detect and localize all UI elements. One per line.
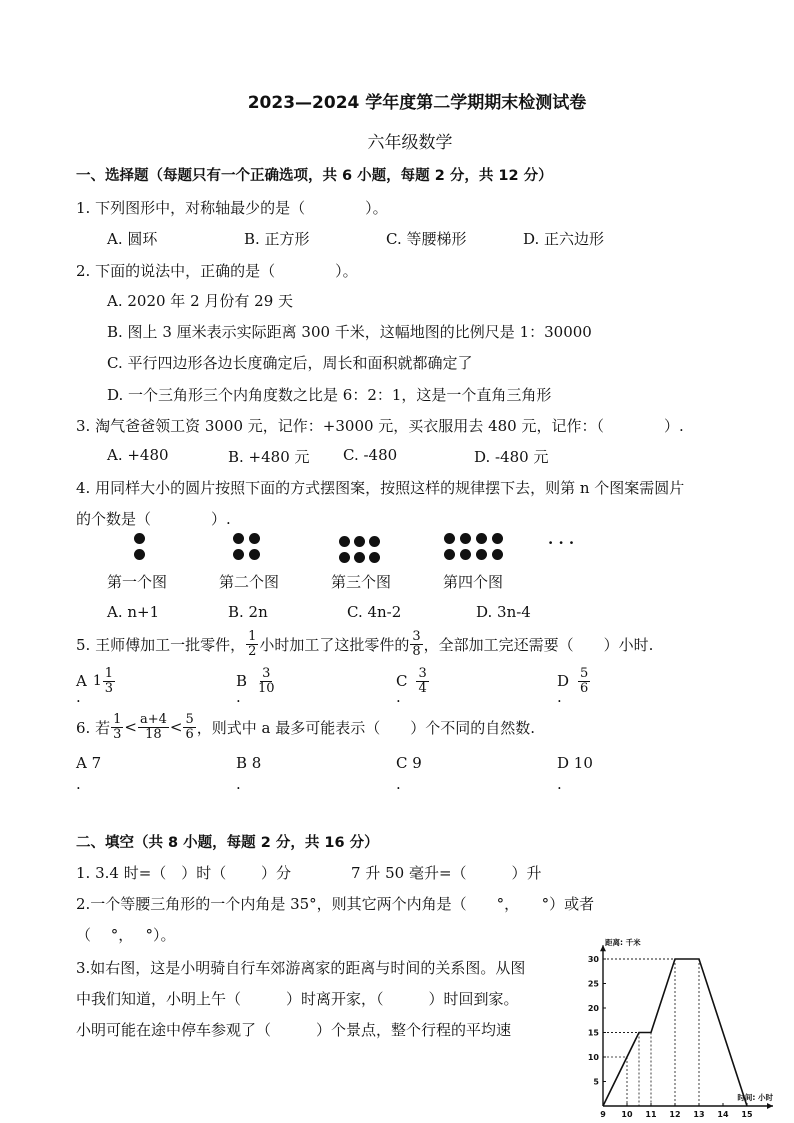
less-than-sign: < bbox=[169, 718, 183, 737]
circle-disc bbox=[249, 549, 260, 560]
q6-text-post: ，则式中 a 最多可能表示（ ）个不同的自然数. bbox=[196, 718, 535, 737]
q6-option-a: A 7 bbox=[76, 754, 102, 772]
ellipsis: · · · bbox=[548, 534, 575, 552]
x-tick-label: 10 bbox=[621, 1110, 633, 1119]
option-dot: . bbox=[236, 688, 241, 706]
question5-stem bbox=[76, 630, 653, 658]
figure-label-4: 第四个图 bbox=[443, 573, 504, 591]
fill-question-1: 1. 3.4 时=（ ）时（ ）分 7 升 50 毫升=（ ）升 bbox=[76, 864, 542, 882]
mixed-whole: 1 bbox=[92, 673, 102, 690]
option-dot: . bbox=[557, 775, 562, 793]
q5-text-post: ，全部加工完还需要（ ）小时. bbox=[423, 635, 654, 654]
option-dot: . bbox=[76, 688, 81, 706]
q3-option-a: A. +480 bbox=[107, 446, 169, 464]
option-dot: . bbox=[396, 688, 401, 706]
q1-option-c: C. 等腰梯形 bbox=[386, 230, 467, 248]
fraction bbox=[138, 713, 169, 741]
fraction bbox=[183, 713, 195, 741]
q6-text-pre: 6. 若 bbox=[76, 718, 111, 737]
circle-disc bbox=[460, 549, 471, 560]
circle-disc bbox=[233, 549, 244, 560]
distance-time-chart bbox=[580, 936, 790, 1120]
page-subtitle: 六年级数学 bbox=[367, 133, 453, 153]
q3-option-d: D. -480 元 bbox=[474, 448, 549, 466]
q6-option-d: D 10 bbox=[557, 754, 593, 772]
option-dot: . bbox=[557, 688, 562, 706]
numerator: 1 bbox=[248, 629, 257, 644]
option-letter: D bbox=[557, 672, 570, 691]
q3-option-c: C. -480 bbox=[343, 446, 398, 464]
fill-question-2-line2: （ °， °）。 bbox=[76, 926, 176, 944]
q4-option-c: C. 4n-2 bbox=[347, 603, 402, 621]
question1-stem: 1. 下列图形中，对称轴最少的是（ ）。 bbox=[76, 199, 388, 217]
x-tick-label: 9 bbox=[600, 1110, 606, 1119]
q5-text-pre: 5. 王师傅加工一批零件， bbox=[76, 635, 246, 654]
y-tick-label: 25 bbox=[587, 979, 599, 989]
x-tick-label: 15 bbox=[741, 1110, 753, 1119]
q6-option-b: B 8 bbox=[236, 754, 262, 772]
fraction bbox=[416, 667, 428, 695]
numerator: a+4 bbox=[139, 712, 167, 727]
q5-option-b bbox=[236, 667, 278, 695]
x-axis-label: 时间: 小时 bbox=[737, 1093, 773, 1102]
question6-stem bbox=[76, 713, 535, 741]
denominator: 10 bbox=[258, 680, 275, 696]
page-title: 2023—2024 学年度第二学期期末检测试卷 bbox=[247, 93, 587, 113]
denominator: 4 bbox=[418, 680, 427, 696]
x-tick-label: 13 bbox=[693, 1110, 705, 1119]
less-than-sign: < bbox=[124, 718, 137, 737]
q5-text-mid: 小时加工了这批零件的 bbox=[259, 635, 410, 654]
fraction bbox=[246, 630, 258, 658]
q4-option-b: B. 2n bbox=[228, 603, 268, 621]
y-tick-label: 10 bbox=[587, 1053, 599, 1062]
fill-question-3-line2: 中我们知道，小明上午（ ）时离开家，（ ）时回到家。 bbox=[76, 990, 519, 1008]
q2-option-c: C. 平行四边形各边长度确定后，周长和面积就都确定了 bbox=[107, 354, 473, 372]
fraction bbox=[578, 667, 590, 695]
denominator: 6 bbox=[185, 726, 194, 742]
q4-option-d: D. 3n-4 bbox=[476, 603, 531, 621]
numerator: 5 bbox=[185, 712, 194, 727]
q1-option-d: D. 正六边形 bbox=[523, 230, 605, 248]
figure-label-3: 第三个图 bbox=[331, 573, 392, 591]
numerator: 3 bbox=[412, 629, 421, 644]
circle-disc bbox=[492, 533, 503, 544]
circle-disc bbox=[444, 549, 455, 560]
q4-option-a: A. n+1 bbox=[107, 603, 160, 621]
q1-option-b: B. 正方形 bbox=[244, 230, 310, 248]
denominator: 2 bbox=[248, 643, 257, 659]
circle-disc bbox=[369, 552, 380, 563]
circle-disc bbox=[369, 536, 380, 547]
option-dot: . bbox=[236, 775, 241, 793]
fill-question-3-line1: 3.如右图，这是小明骑自行车郊游离家的距离与时间的关系图。从图 bbox=[76, 959, 526, 977]
denominator: 6 bbox=[580, 680, 589, 696]
x-tick-label: 14 bbox=[717, 1110, 729, 1119]
q2-option-a: A. 2020 年 2 月份有 29 天 bbox=[107, 292, 294, 310]
denominator: 3 bbox=[104, 680, 114, 696]
q5-option-a bbox=[76, 667, 116, 695]
fraction bbox=[410, 630, 422, 658]
q6-option-c: C 9 bbox=[396, 754, 422, 772]
section2-heading: 二、填空（共 8 小题，每题 2 分，共 16 分） bbox=[76, 835, 379, 851]
circle-disc bbox=[339, 552, 350, 563]
denominator: 18 bbox=[145, 726, 162, 742]
circle-disc bbox=[354, 536, 365, 547]
fraction bbox=[103, 667, 115, 695]
fill-question-2-line1: 2.一个等腰三角形的一个内角是 35°，则其它两个内角是（ °， °）或者 bbox=[76, 895, 595, 913]
x-tick-label: 12 bbox=[669, 1110, 681, 1119]
q2-option-d: D. 一个三角形三个内角度数之比是 6：2：1，这是一个直角三角形 bbox=[107, 386, 552, 404]
figure-label-2: 第二个图 bbox=[219, 573, 280, 591]
numerator: 1 bbox=[104, 666, 114, 681]
circle-disc bbox=[476, 549, 487, 560]
option-letter: A bbox=[76, 672, 87, 691]
y-tick-label: 5 bbox=[593, 1077, 599, 1087]
q3-option-b: B. +480 元 bbox=[228, 448, 310, 466]
numerator: 1 bbox=[113, 712, 122, 727]
circle-disc bbox=[492, 549, 503, 560]
question4-stem-line2: 的个数是（ ）. bbox=[76, 510, 231, 528]
q2-option-b: B. 图上 3 厘米表示实际距离 300 千米，这幅地图的比例尺是 1：30000 bbox=[107, 323, 592, 341]
circle-disc bbox=[460, 533, 471, 544]
y-axis-label: 距离: 千米 bbox=[605, 938, 641, 948]
question3-stem: 3. 淘气爸爸领工资 3000 元，记作：+3000 元，买衣服用去 480 元，记作：（ ）. bbox=[76, 417, 684, 435]
question4-stem-line1: 4. 用同样大小的圆片按照下面的方式摆图案，按照这样的规律摆下去，则第 n 个图案需圆片 bbox=[76, 479, 685, 497]
circle-disc bbox=[249, 533, 260, 544]
q5-option-d bbox=[557, 667, 591, 695]
circle-disc bbox=[134, 549, 145, 560]
q5-option-c bbox=[396, 667, 430, 695]
fraction bbox=[111, 713, 123, 741]
question2-stem: 2. 下面的说法中，正确的是（ ）。 bbox=[76, 262, 358, 280]
numerator: 5 bbox=[580, 666, 589, 681]
x-tick-label: 11 bbox=[645, 1110, 657, 1119]
y-tick-label: 15 bbox=[587, 1028, 599, 1038]
section1-heading: 一、选择题（每题只有一个正确选项，共 6 小题，每题 2 分，共 12 分） bbox=[76, 168, 553, 184]
numerator: 3 bbox=[418, 666, 427, 681]
x-axis-arrow bbox=[767, 1103, 773, 1109]
fill-question-3-line3: 小明可能在途中停车参观了（ ）个景点，整个行程的平均速 bbox=[76, 1021, 512, 1039]
y-tick-label: 20 bbox=[587, 1004, 599, 1013]
option-letter: C bbox=[396, 672, 408, 691]
fraction bbox=[256, 667, 277, 695]
numerator: 3 bbox=[262, 666, 271, 681]
denominator: 8 bbox=[412, 643, 421, 659]
y-tick-label: 30 bbox=[587, 955, 599, 964]
q1-option-a: A. 圆环 bbox=[107, 230, 158, 248]
denominator: 3 bbox=[113, 726, 122, 742]
circle-disc bbox=[339, 536, 350, 547]
figure-label-1: 第一个图 bbox=[107, 573, 168, 591]
circle-disc bbox=[476, 533, 487, 544]
circle-disc bbox=[354, 552, 365, 563]
option-letter: B bbox=[236, 672, 248, 691]
circle-disc bbox=[134, 533, 145, 544]
circle-disc bbox=[444, 533, 455, 544]
option-dot: . bbox=[76, 775, 81, 793]
option-dot: . bbox=[396, 775, 401, 793]
circle-disc bbox=[233, 533, 244, 544]
